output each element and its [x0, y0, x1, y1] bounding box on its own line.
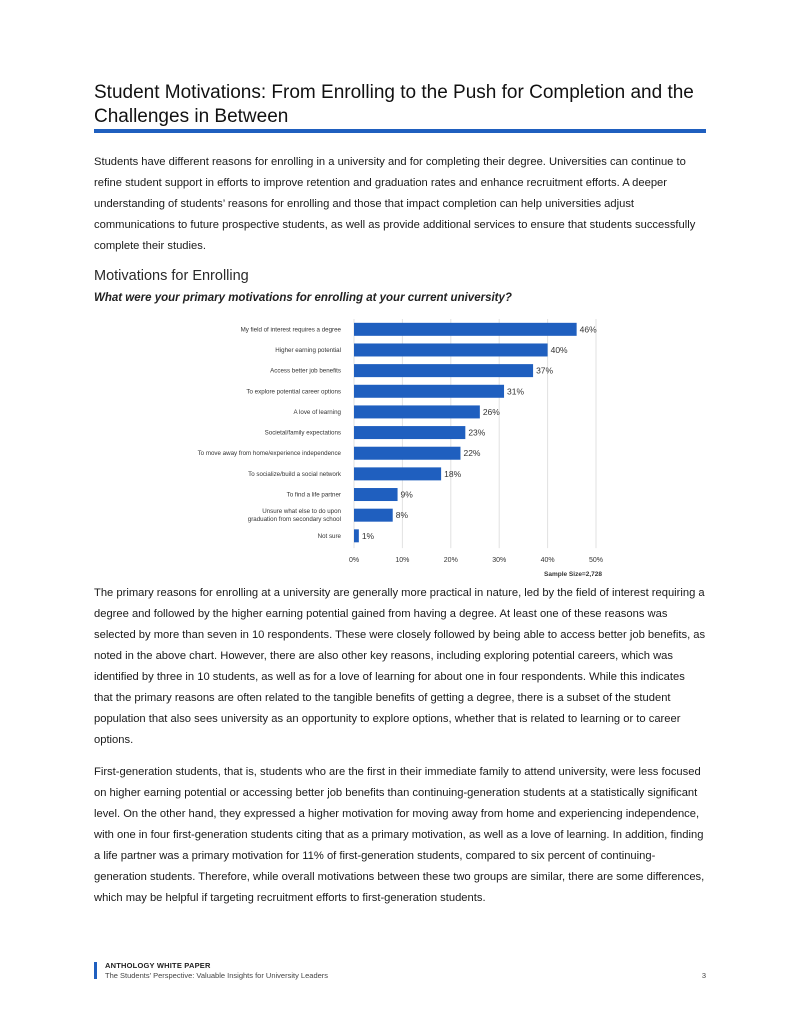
x-tick-label: 40% [540, 557, 555, 565]
value-label: 37% [536, 365, 554, 376]
bar [354, 467, 441, 480]
x-tick-label: 10% [395, 557, 410, 565]
category-label: Access better job benefits [270, 367, 341, 375]
bar [354, 529, 359, 542]
footer-accent-bar [94, 962, 97, 979]
category-label: To socialize/build a social network [248, 470, 341, 478]
value-label: 23% [468, 427, 486, 438]
x-tick-label: 50% [588, 557, 604, 565]
value-label: 31% [507, 386, 525, 397]
value-label: 1% [361, 530, 375, 541]
value-label: 40% [550, 344, 568, 355]
value-label: 8% [395, 510, 409, 521]
category-label: To move away from home/experience independence [197, 450, 341, 458]
bar [354, 323, 577, 336]
category-label: To find a life partner [286, 491, 341, 499]
bar [354, 385, 504, 398]
value-label: 26% [482, 406, 500, 417]
value-label: 46% [579, 324, 597, 335]
x-tick-label: 0% [348, 557, 360, 565]
footer-title: ANTHOLOGY WHITE PAPER [105, 961, 211, 970]
page-number: 3 [701, 971, 706, 980]
footer-subtitle: The Students’ Perspective: Valuable Insights for University Leaders [105, 971, 329, 980]
page-title: Student Motivations: From Enrolling to the Push for Completion and the Challenges in Between [94, 82, 694, 127]
analysis-paragraph-1: The primary reasons for enrolling at a university are generally more practical in nature, led by the field of interest requiring a degree and followed by the higher earning potential gained from having a degree. At least one of these reasons was selected by more than seven in 10 respondents. These were closely followed by being able to access better job benefits, as noted in the above chart. However, there are also other key reasons, including exploring potential careers, which was identified by three in 10 students, as well as for a love of learning for about one in four respondents. While this indicates that the primary reasons are often related to the tangible benefits of getting a degree, there is a subset of the student population that also sees university as an opportunity to explore options, whether that is related to learning or to career options. [94, 587, 706, 746]
bar [354, 364, 533, 377]
category-label: Unsure what else to do upon graduation from secondary school [247, 508, 341, 524]
section-heading: Motivations for Enrolling [94, 268, 249, 284]
x-tick-label: 30% [492, 557, 507, 565]
chart-question: What were your primary motivations for enrolling at your current university? [94, 292, 512, 304]
x-tick-label: 20% [443, 557, 458, 565]
bar [354, 509, 393, 522]
sample-size-note: Sample Size=2,728 [544, 571, 602, 579]
category-label: A love of learning [293, 408, 341, 416]
value-label: 9% [400, 489, 413, 500]
analysis-paragraph-2: First-generation students, that is, students who are the first in their immediate family to attend university, were less focused on higher earning potential or accessing better job benefits than continuing-generation students at a statistically significant level. On the other hand, they expressed a higher motivation for moving away from home and experiencing independence, with one in four first-generation students citing that as a primary motivation, as well as a love of learning. In addition, finding a life partner was a primary motivation for 11% of first-generation students, compared to six percent of continuing-generation students. Therefore, while overall motivations between these two groups are similar, there are some differences, which may be helpful if targeting recruitment efforts to first-generation students. [94, 766, 705, 904]
bar [354, 426, 465, 439]
bar [354, 447, 460, 460]
intro-paragraph: Students have different reasons for enrolling in a university and for completing their degree. Universities can continue to refine student support in efforts to improve retention and graduation rates and enhance recruitment efforts. A deeper understanding of students’ reasons for enrolling and those that impact completion can help universities adjust communications to future prospective students, as well as provide additional services to ensure that students successfully complete their studies. [94, 156, 696, 252]
category-label: To explore potential career options [246, 388, 341, 396]
category-label: Higher earning potential [275, 346, 341, 354]
bar [354, 405, 480, 418]
category-label: Not sure [317, 532, 341, 540]
value-label: 22% [463, 448, 481, 459]
category-label: Societal/family expectations [264, 429, 341, 437]
value-label: 18% [444, 468, 462, 479]
bar [354, 488, 398, 501]
category-label: My field of interest requires a degree [240, 326, 341, 334]
bar [354, 343, 548, 356]
